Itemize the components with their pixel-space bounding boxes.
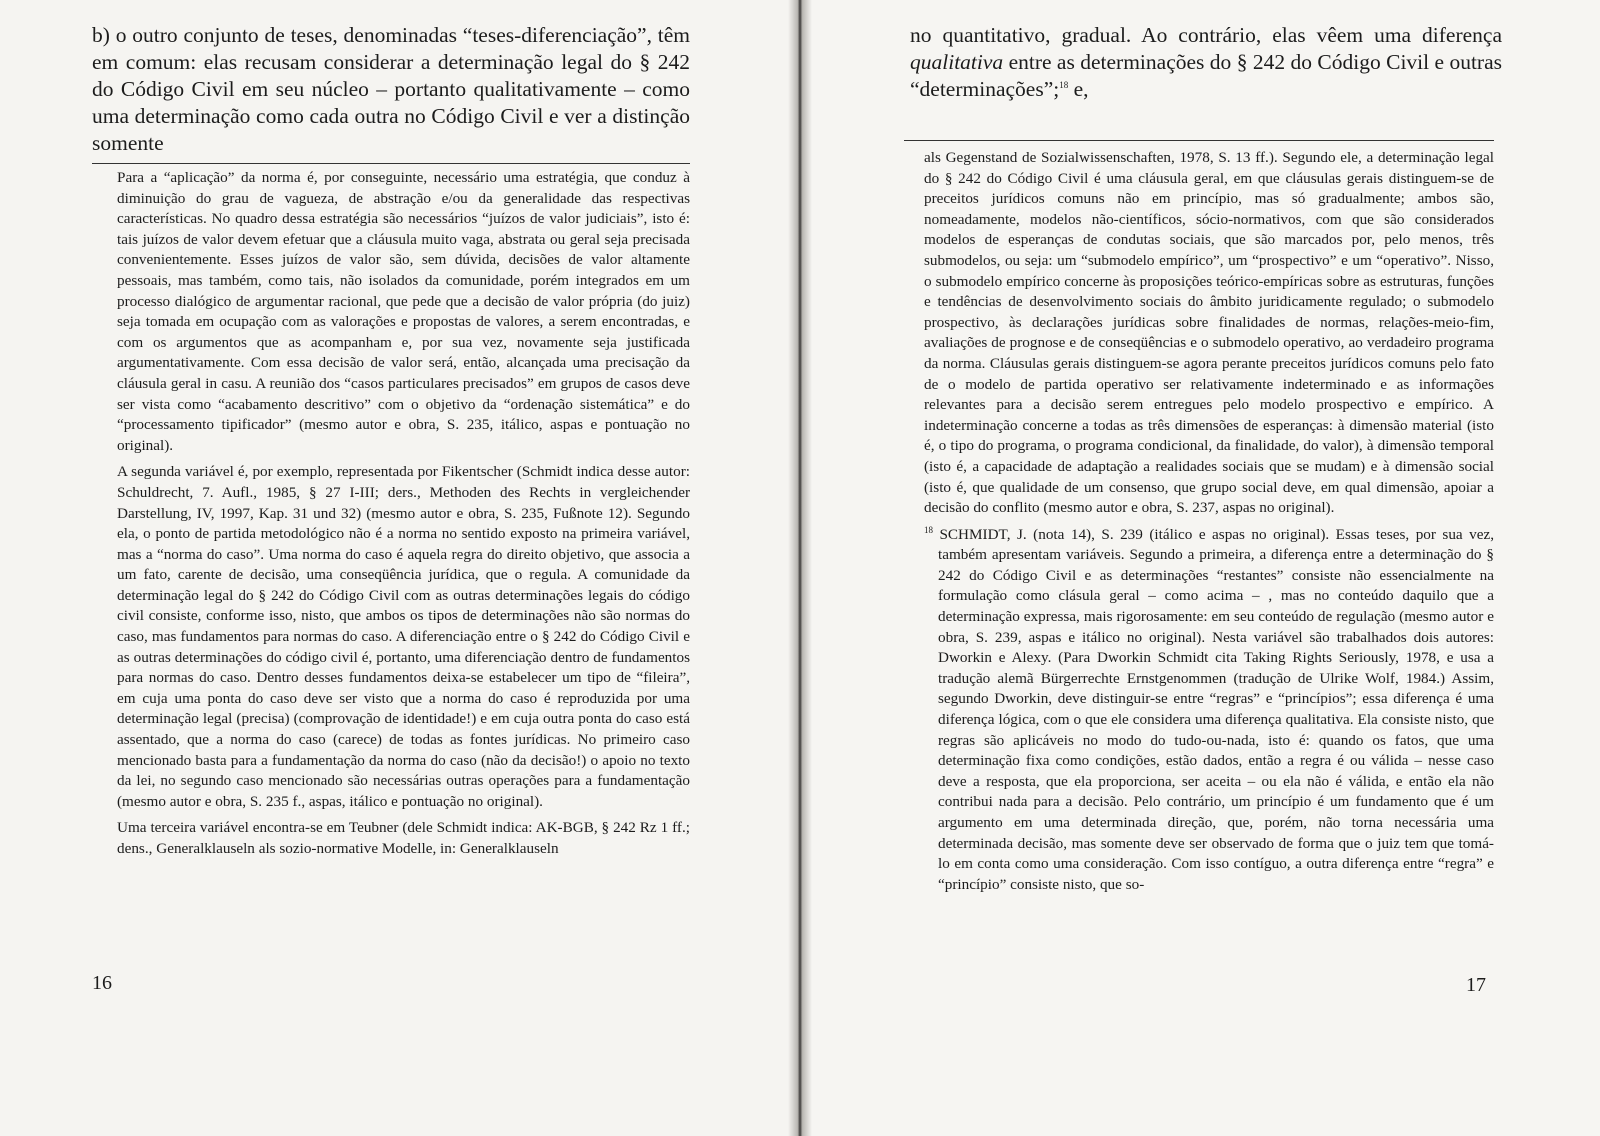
right-main-text-middle: entre as determinações do § 242 do Código Civil e outras “determinações”;	[910, 50, 1502, 101]
footnote-paragraph-3: Uma terceira variável encontra-se em Teubner (dele Schmidt indica: AK-BGB, § 242 Rz 1 ff.; dens., Generalklauseln als sozio-normative Modelle, in: Generalklauseln	[117, 819, 690, 857]
footnote-18	[924, 525, 1494, 896]
footnote-paragraph-2: A segunda variável é, por exemplo, representada por Fikentscher (Schmidt indica desse autor: Schuldrecht, 7. Aufl., 1985, § 27 I-III; ders., Methoden des Rechts in vergleichender Darstellung, IV, 1997, Kap. 31 und 32) (mesmo autor e obra, S. 235, Fußnote 12). Segundo ela, o ponto de partida metodológico não é a norma no sentido exposto na primeira variável, mas a “norma do caso”. Uma norma do caso é aquela regra do direito objetivo, que associa a um fato, carente de decisão, uma conseqüência jurídica, que o regula. A comunidade da determinação legal do § 242 do Código Civil com as outras determinações legais do código civil consiste, conforme isso, nisto, que ambos os tipos de determinações não são normas do caso, mas fundamentos para normas do caso. A diferenciação entre o § 242 do Código Civil e as outras determinações do código civil é, portanto, uma diferenciação dentro de fundamentos para normas do caso. Dentro desses fundamentos deixa-se estabelecer um tipo de “fileira”, em cuja uma ponta do caso deve ser visto que a norma do caso é reproduzida por uma determinação legal (precisa) (comprovação de identidade!) e em cuja outra ponta do caso está assentado, que a norma do caso (carece) de todas as fontes jurídicas. No primeiro caso mencionado basta para a fundamentação da norma do caso (não da decisão!) o apoio no texto da lei, no segundo caso mencionado são necessárias outras operações para a fundamentação (mesmo autor e obra, S. 235 f., aspas, itálico e pontuação no original).	[117, 463, 690, 810]
right-main-text-italic: qualitativa	[910, 50, 1004, 74]
footnote-continuation: als Gegenstand de Sozialwissenschaften, 1978, S. 13 ff.). Segundo ele, a determinação legal do § 242 do Código Civil é uma cláusula geral, em que cláusulas gerais distinguem-se de preceitos jurídicos comuns não em princípio, mas só gradualmente; ambos são, nomeadamente, modelos não-científicos, sócio-normativos, com que são considerados modelos de esperanças de condutas sociais, que são marcados por, pelo menos, três submodelos, ou seja: um “submodelo empírico”, um “prospectivo” e um “operativo”. Nisso, o submodelo empírico concerne às proposições teórico-empíricas sobre as estruturas, funções e tendências de desenvolvimento sociais do âmbito juridicamente regulado; o submodelo prospectivo, às declarações jurídicas sobre finalidades de normas, relações-meio-fim, avaliações de prognose e de conseqüências e o submodelo operativo, ao verdadeiro programa da norma. Cláusulas gerais distinguem-se agora perante preceitos jurídicos comuns pelo fato de o modelo de partida operativo ser relativamente indeterminado e as informações relevantes para a decisão serem entregues pelo modelo prospectivo e empírico. A indeterminação concerne a todas as três dimensões de esperanças: à dimensão material (isto é, o tipo do programa, o programa condicional, da finalidade, do valor), à dimensão temporal (isto é, a capacidade de adaptação a realidades sociais que se mudam) e à dimensão social (isto é, que qualidade de um consenso, que grupo social deve, em qual dimensão, apoiar a decisão do conflito (mesmo autor e obra, S. 237, aspas no original).	[924, 149, 1494, 517]
footnote-rule	[92, 163, 690, 164]
footnote-paragraph-1: Para a “aplicação” da norma é, por conseguinte, necessário uma estratégia, que conduz à diminuição do grau de vagueza, de abstração e/ou da generalidade das respectivas características. No quadro dessa estratégia são necessários “juízos de valor judiciais”, isto é: tais juízos de valor devem efetuar que a cláusula muito vaga, abstrata ou geral seja precisada convenientemente. Esses juízos de valor são, sem dúvida, decisões de valor altamente pessoais, mas também, como tais, não isolados da comunidade, porém integrados em um processo dialógico de argumentar racional, que pede que a decisão de valor própria (do juiz) seja tomada em ocupação com as valorações e propostas de valores, a serem encontradas, e com os argumentos que as acompanham e, por sua vez, novamente seja justificada argumentativamente. Com essa decisão de valor será, então, alcançada uma precisação da cláusula geral in casu. A reunião dos “casos particulares precisados” em grupos de casos deve ser vista como “acabamento descritivo” com o objetivo da “ordenação sistemática” e do “processamento tipificador” (mesmo autor e obra, S. 235, itálico, aspas e pontuação no original).	[117, 169, 690, 454]
page-number-right: 17	[1466, 974, 1486, 996]
footnote-ref-18: 18	[1059, 79, 1069, 90]
footnote-18-text: SCHMIDT, J. (nota 14), S. 239 (itálico e aspas no original). Essas teses, por sua vez, também apresentam variáveis. Segundo a primeira, a diferença entre a determinação do § 242 do Código Civil e as determinações “restantes” consiste não essencialmente na formulação como clásula geral – como acima – , mas no conteúdo daquilo que a determinação expressa, mais rigorosamente: em seu conteúdo de regulação (mesmo autor e obra, S. 239, aspas e itálico no original). Nesta variável são trabalhados dois autores: Dworkin e Alexy. (Para Dworkin Schmidt cita Taking Rights Seriously, 1978, e usa a tradução alemã Bürgerrechte Ernstgenommen (tradução de Ulrike Wolf, 1984.) Assim, segundo Dworkin, deve distinguir-se entre “regras” e “princípios”; essa diferença é uma diferença lógica, com o que ele considera uma diferença qualitativa. Ela consiste nisto, que regras são aplicáveis no modo do tudo-ou-nada, isto é: quando os fatos, que uma determinação fixa como condições, estão dados, então a regra é ou válida – nesse caso deve a resposta, que ela proporciona, ser aceita – ou ela não é válida, e então ela não contribui nada para a decisão. Pelo contrário, um princípio é um fundamento que é um argumento em uma determinada direção, que, porém, não torna necessária uma determinada decisão, mas somente deve ser observado de forma que o juiz tem que tomá-lo em conta como uma consideração. Com isso contíguo, a outra diferença entre “regra” e “princípio” consiste nisto, que so-	[938, 525, 1495, 893]
right-main-text-end: e,	[1068, 77, 1089, 101]
right-page	[800, 0, 1600, 1136]
footnote-18-number: 18	[924, 524, 933, 535]
page-number-left: 16	[92, 972, 112, 994]
footnote-rule-right	[904, 140, 1494, 141]
book-gutter	[788, 0, 812, 1136]
left-main-text: b) o outro conjunto de teses, denominadas “teses-diferenciação”, têm em comum: elas recusam considerar a determinação legal do § 242 do Código Civil em seu núcleo – portanto qualitativamente – como uma determinação como cada outra no Código Civil e ver a distinção somente	[92, 23, 690, 155]
right-main-text-start: no quantitativo, gradual. Ao contrário, elas vêem uma diferença	[910, 23, 1502, 47]
right-main-text	[910, 22, 1502, 103]
right-footnotes	[924, 148, 1494, 901]
left-footnotes	[117, 168, 690, 866]
